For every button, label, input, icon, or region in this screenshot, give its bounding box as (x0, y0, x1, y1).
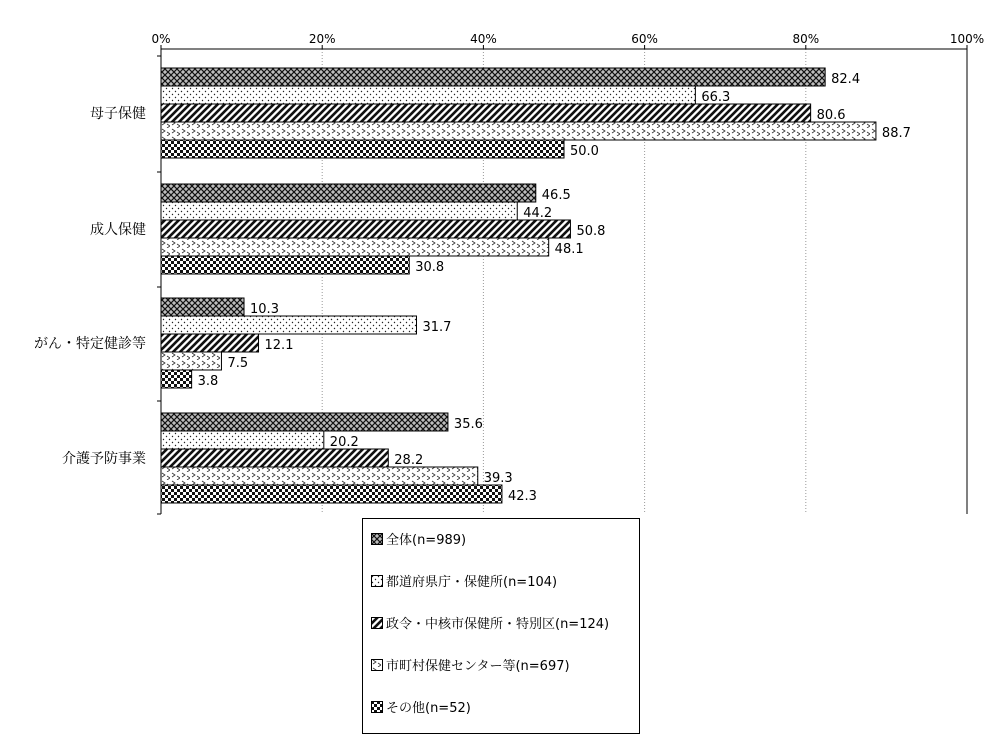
bar (161, 256, 409, 274)
bar (161, 184, 536, 202)
data-label: 3.8 (197, 374, 219, 389)
legend-item (371, 529, 466, 548)
data-label: 35.6 (453, 417, 483, 432)
bar (161, 431, 324, 449)
data-label: 7.5 (227, 356, 249, 371)
legend-swatch-fill (372, 617, 383, 628)
legend-label: 全体(n=989) (386, 533, 467, 548)
bar (161, 352, 221, 370)
bar (161, 334, 259, 352)
legend-item (371, 571, 557, 590)
x-tick-label: 100% (949, 32, 985, 46)
data-label: 39.3 (483, 471, 513, 486)
legend-swatch (371, 617, 383, 629)
bar (161, 202, 517, 220)
data-label: 48.1 (554, 242, 584, 257)
x-tick-label: 80% (792, 32, 820, 46)
legend-swatch (371, 701, 383, 713)
legend-label: その他(n=52) (386, 701, 471, 716)
legend-label: 政令・中核市保健所・特別区(n=124) (386, 617, 610, 632)
bar (161, 140, 564, 158)
category-label: 成人保健 (90, 222, 146, 238)
x-tick-label: 0% (151, 32, 171, 46)
data-label: 50.8 (576, 224, 606, 239)
bar (161, 238, 549, 256)
data-label: 10.3 (250, 302, 279, 317)
data-label: 44.2 (523, 206, 553, 221)
bar (161, 122, 876, 140)
x-tick-label: 60% (631, 32, 658, 46)
legend-swatch-fill (372, 575, 383, 586)
legend-swatch (371, 575, 383, 587)
legend-label: 市町村保健センター等(n=697) (386, 659, 570, 674)
bar (161, 449, 388, 467)
data-label: 88.7 (881, 126, 911, 141)
bar (161, 485, 502, 503)
data-label: 42.3 (507, 489, 537, 504)
data-label: 12.1 (264, 338, 294, 353)
bar (161, 298, 244, 316)
data-label: 66.3 (701, 90, 731, 105)
category-label: 介護予防事業 (62, 451, 146, 467)
bar (161, 220, 570, 238)
bar (161, 413, 448, 431)
legend (362, 518, 640, 734)
data-label: 30.8 (415, 260, 445, 275)
data-label: 80.6 (816, 108, 846, 123)
data-label: 20.2 (329, 435, 359, 450)
category-label: 母子保健 (90, 106, 146, 122)
data-label: 28.2 (394, 453, 424, 468)
bars-layer (161, 68, 876, 503)
x-tick-label: 40% (470, 32, 497, 46)
legend-swatch-fill (372, 533, 383, 544)
data-label: 50.0 (570, 144, 599, 159)
bar (161, 316, 417, 334)
legend-label: 都道府県庁・保健所(n=104) (386, 575, 558, 590)
legend-swatch-fill (372, 659, 383, 670)
bar (161, 467, 478, 485)
bar (161, 104, 811, 122)
bar (161, 86, 695, 104)
category-label: がん・特定健診等 (34, 336, 146, 352)
legend-swatch (371, 533, 383, 545)
bar (161, 68, 825, 86)
data-label: 31.7 (422, 320, 452, 335)
legend-swatch-fill (372, 701, 383, 712)
legend-item (371, 655, 570, 674)
x-tick-label: 20% (308, 32, 336, 46)
legend-swatch (371, 659, 383, 671)
data-label: 46.5 (541, 188, 571, 203)
legend-item (371, 613, 609, 632)
legend-item (371, 697, 471, 716)
bar (161, 370, 192, 388)
data-label: 82.4 (831, 72, 861, 87)
